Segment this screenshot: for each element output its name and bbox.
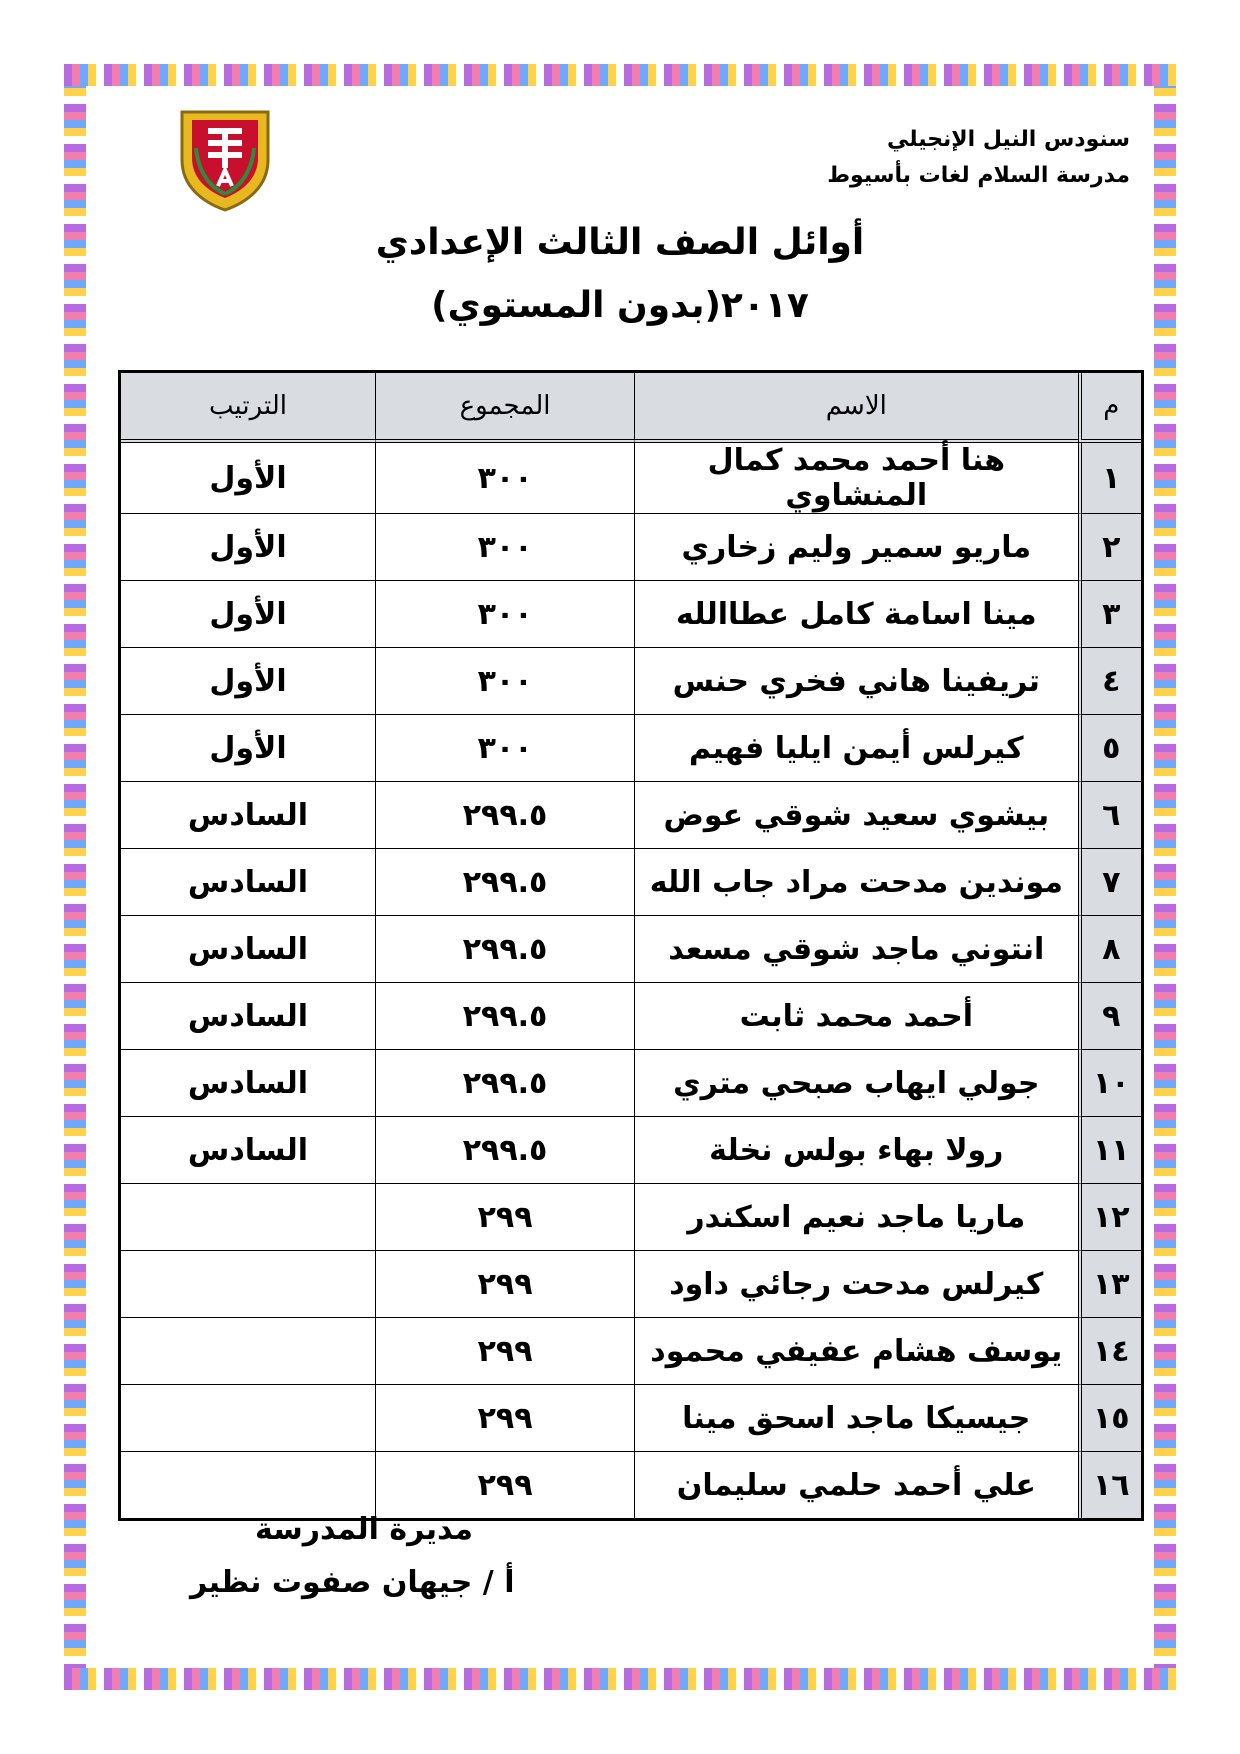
- row-name: كيرلس أيمن ايليا فهيم: [634, 715, 1077, 782]
- row-total: ٢٩٩.٥: [375, 916, 634, 983]
- row-num: ٦: [1078, 782, 1141, 849]
- row-name: يوسف هشام عفيفي محمود: [634, 1318, 1077, 1385]
- table-row: [121, 849, 1141, 916]
- page-title: أوائل الصف الثالث الإعدادي: [375, 222, 865, 263]
- table-row: [121, 715, 1141, 782]
- row-total: ٢٩٩.٥: [375, 983, 634, 1050]
- row-num: ٤: [1078, 648, 1141, 715]
- row-name: رولا بهاء بولس نخلة: [634, 1117, 1077, 1184]
- row-name: ماريا ماجد نعيم اسكندر: [634, 1184, 1077, 1251]
- header-num: م: [1078, 373, 1141, 443]
- table-row: [121, 1452, 1141, 1518]
- table-row: [121, 1318, 1141, 1385]
- row-num: ١١: [1078, 1117, 1141, 1184]
- row-rank: السادس: [121, 849, 375, 916]
- header-name: الاسم: [634, 373, 1077, 443]
- row-rank: الأول: [121, 648, 375, 715]
- principal-name: أ / جيهان صفوت نظير: [190, 1565, 515, 1600]
- header-total: المجموع: [375, 373, 634, 443]
- row-name: هنا أحمد محمد كمال المنشاوي: [634, 443, 1077, 514]
- row-total: ٢٩٩.٥: [375, 849, 634, 916]
- row-rank: الأول: [121, 581, 375, 648]
- row-rank: [121, 1385, 375, 1452]
- row-rank: الأول: [121, 715, 375, 782]
- row-total: ٢٩٩.٥: [375, 1117, 634, 1184]
- table-row: [121, 983, 1141, 1050]
- row-num: ١٠: [1078, 1050, 1141, 1117]
- row-total: ٢٩٩.٥: [375, 1050, 634, 1117]
- row-total: ٣٠٠: [375, 581, 634, 648]
- row-name: ماريو سمير وليم زخاري: [634, 514, 1077, 581]
- row-num: ٥: [1078, 715, 1141, 782]
- row-rank: الأول: [121, 443, 375, 514]
- row-num: ٩: [1078, 983, 1141, 1050]
- row-rank: [121, 1251, 375, 1318]
- row-total: ٢٩٩: [375, 1184, 634, 1251]
- row-name: مينا اسامة كامل عطاالله: [634, 581, 1077, 648]
- row-name: تريفينا هاني فخري حنس: [634, 648, 1077, 715]
- table-row: [121, 1385, 1141, 1452]
- row-name: انتوني ماجد شوقي مسعد: [634, 916, 1077, 983]
- row-num: ٣: [1078, 581, 1141, 648]
- table-row: [121, 1117, 1141, 1184]
- row-rank: السادس: [121, 916, 375, 983]
- row-total: ٢٩٩: [375, 1251, 634, 1318]
- row-num: ١٥: [1078, 1385, 1141, 1452]
- row-total: ٢٩٩: [375, 1385, 634, 1452]
- row-num: ٢: [1078, 514, 1141, 581]
- synod-name: سنودس النيل الإنجيلي: [886, 127, 1130, 152]
- principal-role: مديرة المدرسة: [255, 1512, 473, 1547]
- row-total: ٢٩٩.٥: [375, 782, 634, 849]
- row-name: علي أحمد حلمي سليمان: [634, 1452, 1077, 1518]
- row-name: جولي ايهاب صبحي متري: [634, 1050, 1077, 1117]
- table-header-row: [121, 373, 1141, 443]
- row-rank: السادس: [121, 1050, 375, 1117]
- page-subtitle: ٢٠١٧(بدون المستوي): [431, 285, 809, 326]
- row-total: ٣٠٠: [375, 514, 634, 581]
- row-num: ١٤: [1078, 1318, 1141, 1385]
- row-num: ٨: [1078, 916, 1141, 983]
- row-total: ٢٩٩: [375, 1452, 634, 1518]
- table-row: [121, 648, 1141, 715]
- row-rank: السادس: [121, 1117, 375, 1184]
- row-num: ٧: [1078, 849, 1141, 916]
- row-num: ١٣: [1078, 1251, 1141, 1318]
- row-rank: الأول: [121, 514, 375, 581]
- row-rank: [121, 1184, 375, 1251]
- row-rank: السادس: [121, 782, 375, 849]
- row-num: ١: [1078, 443, 1141, 514]
- table-row: [121, 1050, 1141, 1117]
- row-name: موندين مدحت مراد جاب الله: [634, 849, 1077, 916]
- table-row: [121, 782, 1141, 849]
- table-row: [121, 581, 1141, 648]
- row-name: بيشوي سعيد شوقي عوض: [634, 782, 1077, 849]
- table-row: [121, 916, 1141, 983]
- row-num: ١٢: [1078, 1184, 1141, 1251]
- table-row: [121, 443, 1141, 514]
- row-name: جيسيكا ماجد اسحق مينا: [634, 1385, 1077, 1452]
- results-table: [118, 370, 1144, 1521]
- school-name: مدرسة السلام لغات بأسيوط: [827, 163, 1130, 188]
- row-rank: [121, 1318, 375, 1385]
- row-name: كيرلس مدحت رجائي داود: [634, 1251, 1077, 1318]
- header-rank: الترتيب: [121, 373, 375, 443]
- row-total: ٣٠٠: [375, 443, 634, 514]
- table-row: [121, 1251, 1141, 1318]
- school-logo: [178, 108, 272, 212]
- row-name: أحمد محمد ثابت: [634, 983, 1077, 1050]
- row-num: ١٦: [1078, 1452, 1141, 1518]
- row-rank: السادس: [121, 983, 375, 1050]
- table-row: [121, 514, 1141, 581]
- row-rank: [121, 1452, 375, 1518]
- row-total: ٣٠٠: [375, 648, 634, 715]
- row-total: ٣٠٠: [375, 715, 634, 782]
- row-total: ٢٩٩: [375, 1318, 634, 1385]
- school-header: [827, 122, 1130, 194]
- table-row: [121, 1184, 1141, 1251]
